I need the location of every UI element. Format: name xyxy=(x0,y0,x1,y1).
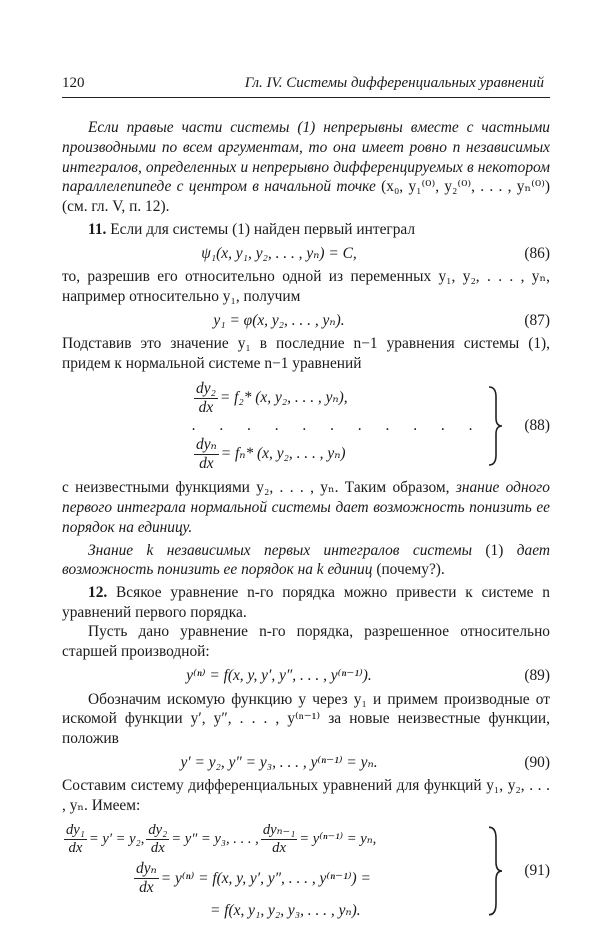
paragraph-compose: Составим систему дифференциальных уравнений для функций y₁, y₂, . . . , yₙ. Имеем: xyxy=(62,777,550,815)
theorem-paragraph xyxy=(62,118,550,217)
section-11-paragraph xyxy=(62,220,550,240)
fraction-denominator: dx xyxy=(272,839,286,856)
paragraph-denote: Обозначим искомую функцию y через y₁ и примем производные от искомой функции y′, y″, . . . , y⁽ⁿ⁻¹⁾ за новые неизвестные функции, положив xyxy=(62,690,550,747)
equation-88-rows xyxy=(192,380,486,473)
paragraph-substitute: Подставив это значение y₁ в последние n−1 уравнения системы (1), придем к нормальной системе n−1 уравнений xyxy=(62,335,550,373)
equation-90-number: (90) xyxy=(524,753,550,771)
equation-91-term-2: = y″ = y₃, . . . , xyxy=(171,830,259,847)
paragraph-given-equation: Пусть дано уравнение n-го порядка, разрешенное относительно старшей производной: xyxy=(62,623,550,661)
equation-89 xyxy=(62,666,550,686)
section-11-text: Если для системы (1) найден первый интеграл xyxy=(110,220,416,238)
equation-88-row-2 xyxy=(192,436,486,472)
equation-86 xyxy=(62,244,550,264)
conclusion-lead: с неизвестными функциями y₂, . . . , yₙ. Таким образом, xyxy=(62,479,450,497)
right-brace-icon xyxy=(486,825,504,917)
running-header xyxy=(62,74,550,98)
fraction-denominator: dx xyxy=(68,839,83,856)
equation-89-number: (89) xyxy=(524,666,550,684)
equation-91-row-3: = f(x, y₁, y₂, y₃, . . . , yₙ). xyxy=(210,901,361,919)
section-12-paragraph xyxy=(62,583,550,622)
fraction xyxy=(146,822,169,857)
fraction xyxy=(194,380,218,416)
k-integrals-text-a: Знание k независимых первых интегралов системы xyxy=(88,541,473,559)
fraction-denominator: dx xyxy=(150,839,165,856)
k-integrals-question: (почему?). xyxy=(376,561,445,579)
right-brace-icon xyxy=(486,385,504,467)
paragraph-solve: то, разрешив его относительно одной из переменных y₁, y₂, . . . , yₙ, например относительно y₁, получим xyxy=(62,268,550,305)
equation-91-row-2 xyxy=(62,860,486,896)
equation-87 xyxy=(62,311,550,331)
equation-88 xyxy=(62,380,550,473)
k-integrals-ref: (1) xyxy=(485,541,504,559)
equation-87-body: y₁ = φ(x, y₂, . . . , yₙ). xyxy=(213,311,345,329)
book-page xyxy=(62,74,550,927)
fraction-numerator: dyₙ₋₁ xyxy=(262,821,296,838)
cross-reference: (см. гл. V, п. 12). xyxy=(62,198,170,216)
equation-88-row-1 xyxy=(192,380,486,416)
equation-91-number: (91) xyxy=(524,862,550,880)
equation-90-body: y′ = y₂, y″ = y₃, . . . , y⁽ⁿ⁻¹⁾ = yₙ. xyxy=(180,753,378,771)
fraction-denominator: dx xyxy=(139,879,154,897)
k-integrals-text-b: дает возможность понизить ее порядок на k единиц xyxy=(62,541,550,579)
page-number: 120 xyxy=(62,75,85,91)
section-12-number: 12. xyxy=(88,583,108,601)
conclusion-statement: знание одного первого интеграла нормальной системы дает возможность понизить ее порядок на единицу. xyxy=(62,479,550,536)
theorem-text: Если правые части системы (1) непрерывны вместе с частными производными по всем аргументам, то она имеет ровно n независимых интегралов, определенных и непрерывно дифференцируемых в некотором параллелепипеде с центром в начальной точке xyxy=(62,119,550,196)
fraction-denominator: dx xyxy=(198,398,214,416)
equation-91-term-1: = y′ = y₂, xyxy=(88,830,145,847)
equation-91-term-3: = y⁽ⁿ⁻¹⁾ = yₙ, xyxy=(299,830,377,847)
equation-88-dots: . . . . . . . . . . . xyxy=(192,417,483,435)
fraction-numerator: dy₂ xyxy=(196,379,216,397)
equation-89-body: y⁽ⁿ⁾ = f(x, y, y′, y″, . . . , y⁽ⁿ⁻¹⁾). xyxy=(186,666,372,684)
equation-87-number: (87) xyxy=(524,311,550,329)
equation-88-row-1-rhs: = f₂* (x, y₂, . . . , yₙ), xyxy=(219,389,348,407)
initial-point: (x₀, y₁⁽⁰⁾, y₂⁽⁰⁾, . . . , yₙ⁽⁰⁾) xyxy=(381,178,551,196)
equation-91-rows xyxy=(62,822,486,921)
chapter-title: Гл. IV. Системы дифференциальных уравнений xyxy=(244,75,544,91)
equation-91-row-1 xyxy=(62,822,486,857)
fraction-denominator: dx xyxy=(199,454,214,472)
fraction xyxy=(134,860,159,896)
equation-88-row-2-rhs: = fₙ* (x, y₂, . . . , yₙ) xyxy=(220,445,346,463)
equation-88-number: (88) xyxy=(524,417,550,435)
fraction-numerator: dy₁ xyxy=(66,821,85,838)
equation-90 xyxy=(62,753,550,773)
fraction-numerator: dy₂ xyxy=(148,821,168,838)
fraction xyxy=(194,436,219,472)
equation-86-body: ψ₁(x, y₁, y₂, . . . , yₙ) = C, xyxy=(201,244,357,262)
section-12-text: Всякое уравнение n-го порядка можно привести к системе n уравнений первого порядка. xyxy=(62,583,550,621)
equation-91-row-2-rhs: = y⁽ⁿ⁾ = f(x, y, y′, y″, . . . , y⁽ⁿ⁻¹⁾) = xyxy=(160,869,371,887)
section-11-number: 11. xyxy=(88,220,107,238)
fraction xyxy=(64,822,87,857)
fraction-numerator: dyₙ xyxy=(196,435,217,453)
paragraph-conclusion xyxy=(62,478,550,537)
equation-91 xyxy=(62,822,550,921)
fraction xyxy=(261,822,297,857)
equation-86-number: (86) xyxy=(524,244,550,262)
paragraph-k-integrals xyxy=(62,541,550,580)
fraction-numerator: dyₙ xyxy=(136,860,157,878)
